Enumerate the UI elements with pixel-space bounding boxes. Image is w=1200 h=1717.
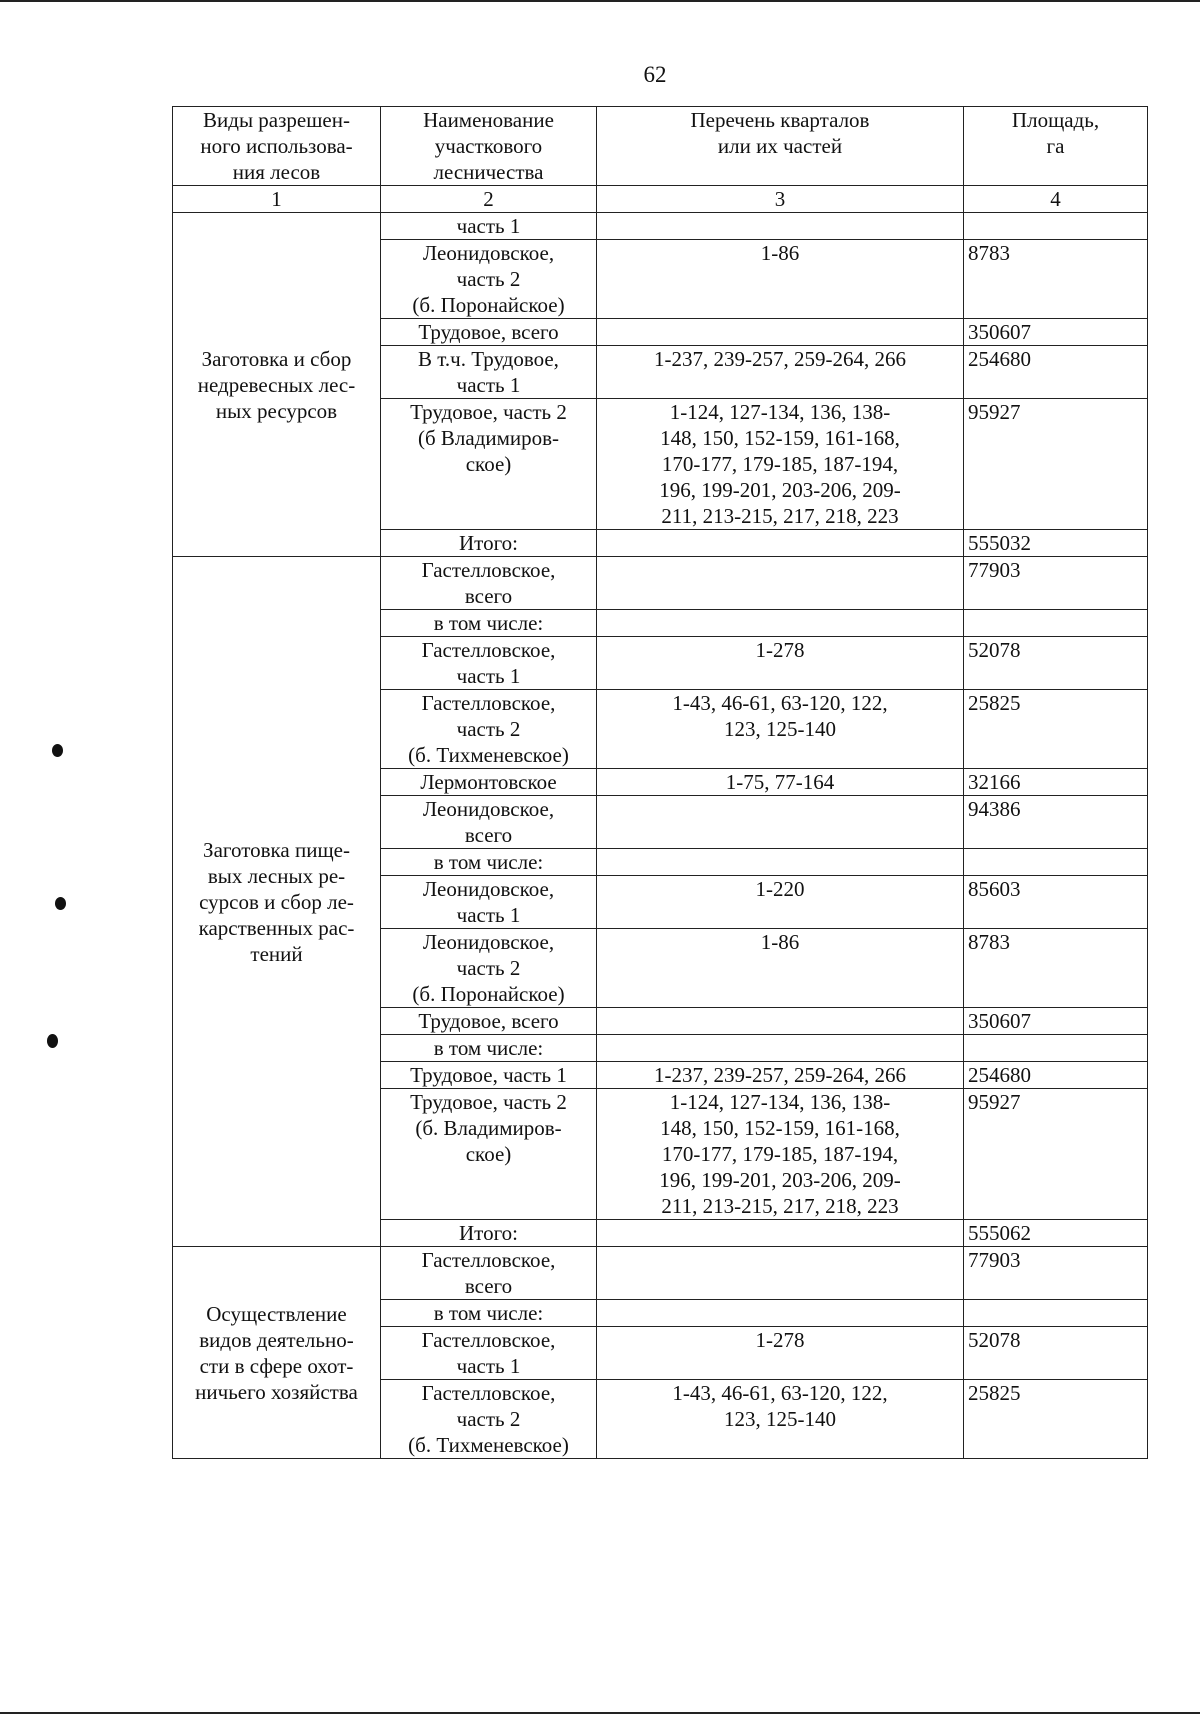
area-cell: 350607 — [964, 319, 1148, 346]
area-cell: 95927 — [964, 1089, 1148, 1220]
area-cell: 25825 — [964, 1380, 1148, 1459]
header-cell — [173, 107, 381, 186]
table-row — [173, 213, 1148, 240]
forestry-name-cell: Трудовое, часть 1 — [381, 1062, 597, 1089]
quarters-cell: 1-124, 127-134, 136, 138- 148, 150, 152-159, 161-168, 170-177, 179-185, 187-194, 196, 199-201, 203-206, 209- 211, 213-215, 217, 218, 223 — [597, 1089, 964, 1220]
quarters-cell: 1-43, 46-61, 63-120, 122, 123, 125-140 — [597, 1380, 964, 1459]
forestry-name-cell: В т.ч. Трудовое, часть 1 — [381, 346, 597, 399]
use-type-cell: Заготовка пище- вых лесных ре- сурсов и сбор ле- карственных рас- тений — [173, 557, 381, 1247]
area-cell: 555062 — [964, 1220, 1148, 1247]
area-cell — [964, 849, 1148, 876]
forestry-name-cell: Гастелловское, всего — [381, 557, 597, 610]
area-cell — [964, 610, 1148, 637]
quarters-cell: 1-75, 77-164 — [597, 769, 964, 796]
scan-speck — [47, 1034, 58, 1048]
quarters-cell: 1-124, 127-134, 136, 138- 148, 150, 152-159, 161-168, 170-177, 179-185, 187-194, 196, 199-201, 203-206, 209- 211, 213-215, 217, 218, 223 — [597, 399, 964, 530]
area-cell: 32166 — [964, 769, 1148, 796]
area-cell — [964, 213, 1148, 240]
area-cell: 95927 — [964, 399, 1148, 530]
quarters-cell — [597, 530, 964, 557]
area-cell: 25825 — [964, 690, 1148, 769]
forestry-name-cell: Гастелловское, часть 1 — [381, 637, 597, 690]
quarters-cell — [597, 1220, 964, 1247]
column-number-row — [173, 186, 1148, 213]
scan-speck — [55, 897, 66, 910]
scan-speck — [52, 744, 63, 757]
table-body — [173, 213, 1148, 1459]
area-cell — [964, 1300, 1148, 1327]
page-number: 62 — [643, 62, 667, 87]
forestry-name-cell: Леонидовское, часть 1 — [381, 876, 597, 929]
forestry-name-cell: Гастелловское, часть 2 (б. Тихменевское) — [381, 690, 597, 769]
forestry-name-cell: в том числе: — [381, 849, 597, 876]
area-cell: 8783 — [964, 929, 1148, 1008]
quarters-cell: 1-237, 239-257, 259-264, 266 — [597, 1062, 964, 1089]
area-cell: 94386 — [964, 796, 1148, 849]
forestry-name-cell: часть 1 — [381, 213, 597, 240]
column-number: 3 — [597, 186, 964, 213]
header-cell — [381, 107, 597, 186]
forestry-name-cell: в том числе: — [381, 1035, 597, 1062]
forestry-name-cell: Трудовое, часть 2 (б. Владимиров- ское) — [381, 1089, 597, 1220]
quarters-cell — [597, 610, 964, 637]
forestry-name-cell: Леонидовское, всего — [381, 796, 597, 849]
forestry-name-cell: Трудовое, всего — [381, 319, 597, 346]
quarters-cell — [597, 1247, 964, 1300]
area-cell: 52078 — [964, 637, 1148, 690]
forestry-name-cell: Трудовое, часть 2 (б Владимиров- ское) — [381, 399, 597, 530]
quarters-cell — [597, 1300, 964, 1327]
area-cell: 52078 — [964, 1327, 1148, 1380]
forestry-name-cell: Гастелловское, часть 2 (б. Тихменевское) — [381, 1380, 597, 1459]
quarters-cell: 1-278 — [597, 637, 964, 690]
use-type-cell: Осуществление видов деятельно- сти в сфере охот- ничьего хозяйства — [173, 1247, 381, 1459]
forestry-name-cell: Трудовое, всего — [381, 1008, 597, 1035]
quarters-cell: 1-43, 46-61, 63-120, 122, 123, 125-140 — [597, 690, 964, 769]
table-row — [173, 557, 1148, 610]
table-row — [173, 1247, 1148, 1300]
header-area: Площадь, га — [1011, 108, 1100, 158]
header-cell — [597, 107, 964, 186]
quarters-cell: 1-237, 239-257, 259-264, 266 — [597, 346, 964, 399]
forestry-name-cell: Итого: — [381, 530, 597, 557]
forestry-name-cell: в том числе: — [381, 610, 597, 637]
area-cell: 555032 — [964, 530, 1148, 557]
header-cell — [964, 107, 1148, 186]
quarters-cell: 1-86 — [597, 929, 964, 1008]
header-forestry-name: Наименование участкового лесничества — [423, 108, 554, 184]
column-number: 2 — [381, 186, 597, 213]
column-number: 1 — [173, 186, 381, 213]
forestry-name-cell: Лермонтовское — [381, 769, 597, 796]
area-cell: 254680 — [964, 346, 1148, 399]
area-cell: 350607 — [964, 1008, 1148, 1035]
header-quarters: Перечень кварталов или их частей — [690, 108, 870, 158]
header-use-type: Виды разрешен- ного использова- ния лесов — [200, 108, 353, 184]
use-type-cell: Заготовка и сбор недревесных лес- ных ресурсов — [173, 213, 381, 557]
quarters-cell — [597, 213, 964, 240]
area-cell — [964, 1035, 1148, 1062]
area-cell: 85603 — [964, 876, 1148, 929]
forestry-name-cell: Гастелловское, всего — [381, 1247, 597, 1300]
quarters-cell — [597, 557, 964, 610]
area-cell: 254680 — [964, 1062, 1148, 1089]
forestry-name-cell: Гастелловское, часть 1 — [381, 1327, 597, 1380]
quarters-cell: 1-220 — [597, 876, 964, 929]
quarters-cell — [597, 319, 964, 346]
top-rule — [0, 0, 1200, 2]
quarters-cell — [597, 796, 964, 849]
area-cell: 77903 — [964, 1247, 1148, 1300]
area-cell: 8783 — [964, 240, 1148, 319]
forestry-name-cell: Леонидовское, часть 2 (б. Поронайское) — [381, 240, 597, 319]
forestry-name-cell: в том числе: — [381, 1300, 597, 1327]
forest-use-table — [172, 106, 1148, 1459]
area-cell: 77903 — [964, 557, 1148, 610]
quarters-cell — [597, 849, 964, 876]
forestry-name-cell: Итого: — [381, 1220, 597, 1247]
quarters-cell — [597, 1035, 964, 1062]
header-row — [173, 107, 1148, 186]
bottom-rule — [0, 1712, 1200, 1714]
column-number: 4 — [964, 186, 1148, 213]
quarters-cell: 1-278 — [597, 1327, 964, 1380]
quarters-cell: 1-86 — [597, 240, 964, 319]
quarters-cell — [597, 1008, 964, 1035]
forestry-name-cell: Леонидовское, часть 2 (б. Поронайское) — [381, 929, 597, 1008]
